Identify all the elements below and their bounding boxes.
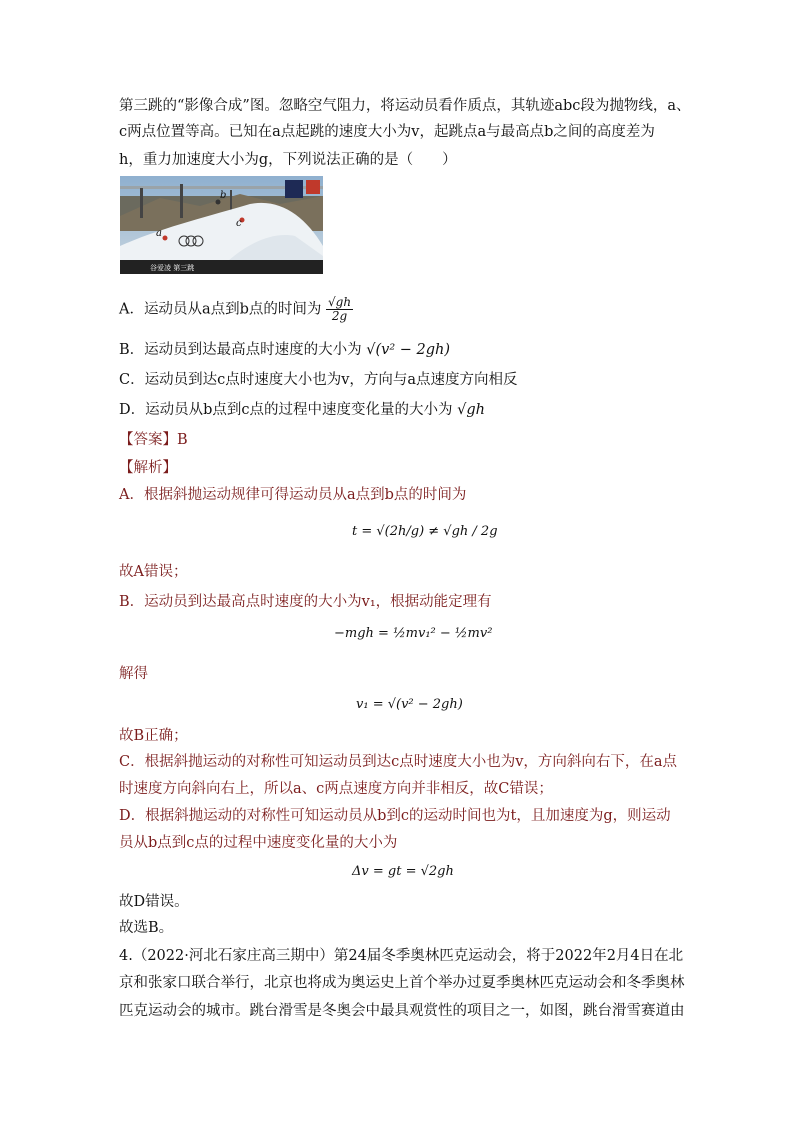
option-d <box>119 400 485 420</box>
option-d-text: D．运动员从b点到c点的过程中速度变化量的大小为 <box>119 402 453 418</box>
ski-jump-photo-drawing <box>120 176 323 274</box>
point-a-label: a <box>156 228 162 239</box>
question-stem-line-3: h，重力加速度大小为g，下列说法正确的是（ ） <box>119 152 457 168</box>
option-b-math: √(v² − 2gh) <box>366 342 451 358</box>
analysis-label: 【解析】 <box>119 460 177 476</box>
option-b-text: B．运动员到达最高点时速度的大小为 <box>119 342 362 358</box>
next-question-line-3: 匹克运动会的城市。跳台滑雪是冬奥会中最具观赏性的项目之一，如图，跳台滑雪赛道由 <box>119 1003 685 1019</box>
analysis-c-line-2: 时速度方向斜向右上，所以a、c两点速度方向并非相反，故C错误； <box>119 781 553 797</box>
analysis-b-solve: 解得 <box>119 666 148 682</box>
analysis-b-line: B．运动员到达最高点时速度的大小为v₁，根据动能定理有 <box>119 594 492 610</box>
analysis-d-conclusion: 故D错误。 <box>119 894 189 910</box>
option-d-math: √gh <box>457 402 486 418</box>
question-stem-line-2: c两点位置等高。已知在a点起跳的速度大小为v，起跳点a与最高点b之间的高度差为 <box>119 124 655 140</box>
next-question-line-1: 4.（2022·河北石家庄高三期中）第24届冬季奥林匹克运动会，将于2022年2月4日在北 <box>119 948 684 964</box>
analysis-final: 故选B。 <box>119 920 174 936</box>
option-a-numerator: √gh <box>328 295 352 309</box>
analysis-b-formula: −mgh = ½mv₁² − ½mv² <box>334 626 493 641</box>
analysis-a-formula: t = √(2h/g) ≠ √gh / 2g <box>352 524 498 539</box>
analysis-a-line: A．根据斜抛运动规律可得运动员从a点到b点的时间为 <box>119 487 467 503</box>
photo-caption: 谷爱凌 第三跳 <box>150 264 195 272</box>
option-a-fraction <box>326 296 353 323</box>
point-c-label: c <box>236 218 242 229</box>
analysis-a-conclusion: 故A错误； <box>119 564 188 580</box>
option-a-denominator: 2g <box>331 309 348 323</box>
analysis-d-formula: Δv = gt = √2gh <box>352 864 454 879</box>
option-a-text: A．运动员从a点到b点的时间为 <box>119 301 322 318</box>
next-question-line-2: 京和张家口联合举行，北京也将成为奥运史上首个举办过夏季奥林匹克运动会和冬季奥林 <box>119 975 685 991</box>
analysis-d-line-1: D．根据斜抛运动的对称性可知运动员从b到c的运动时间也为t，且加速度为g，则运动 <box>119 808 671 824</box>
analysis-c-line-1: C．根据斜抛运动的对称性可知运动员到达c点时速度大小也为v，方向斜向右下，在a点 <box>119 754 678 770</box>
analysis-d-line-2: 员从b点到c点的过程中速度变化量的大小为 <box>119 835 398 851</box>
answer-label: 【答案】B <box>119 432 188 448</box>
analysis-b-result: v₁ = √(v² − 2gh) <box>356 697 463 712</box>
option-c: C．运动员到达c点时速度大小也为v，方向与a点速度方向相反 <box>119 372 518 388</box>
question-stem-line-1: 第三跳的“影像合成”图。忽略空气阻力，将运动员看作质点，其轨迹abc段为抛物线，a、 <box>119 98 691 114</box>
option-a <box>119 296 353 323</box>
analysis-b-conclusion: 故B正确； <box>119 728 188 744</box>
ski-jump-composite-photo <box>120 176 323 274</box>
point-b-label: b <box>220 190 227 201</box>
option-b <box>119 340 450 360</box>
